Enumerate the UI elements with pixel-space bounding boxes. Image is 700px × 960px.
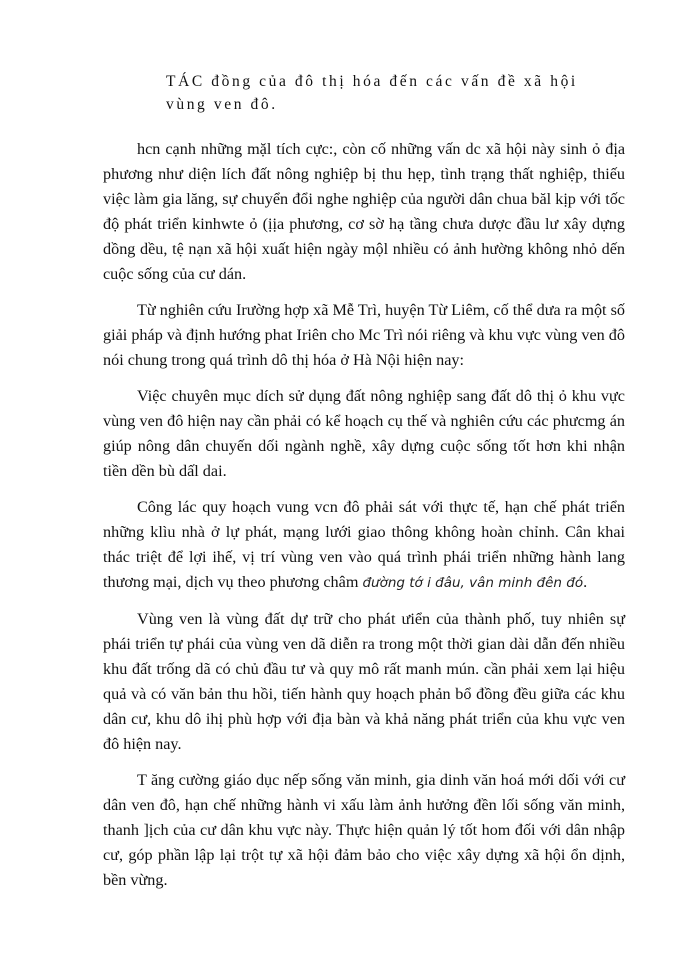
paragraph-case-study-intro: Từ nghiên cứu Irường hợp xã Mễ Trì, huyện Từ Liêm, cố thể dưa ra một số giải pháp và định hướng phat Iriên cho Mc Trì nói riêng và khu vực vùng ven đô nói chung trong quá trình dô thị hóa ở Hà Nội hiện nay: (103, 301, 625, 369)
paragraph-reserve-land: Vùng ven là vùng đất dự trữ cho phát ưiển của thành phố, tuy nhiên sự phái triển tự phái của vùng ven dã diễn ra trong một thời gian dài dẫn đến nhiều khu đất trống dã có chủ đầu tư và quy mô rất manh mún. cần phải xem lại hiệu quả và có văn bản thu hồi, tiến hành quy hoạch phản bổ đồng đều giữa các khu dân cư, khu dô ihị phù hợp với địa bàn và khả năng phát triển của khu vực ven đô hiện nay. (103, 610, 625, 753)
paragraph-planning-text: Công lác quy hoạch vung vcn đô phải sát với thực tế, hạn chế phát triển những klìu nhà ở lự phát, mạng lưới giao thông không hoàn chỉnh. Cân khai thác triệt để lợi ihế, vị trí vùng ven vào quá trình phái triển những hành lang thương mại, dịch vụ theo phương châm (103, 498, 625, 591)
paragraph-planning (103, 495, 625, 596)
paragraph-land-conversion: Việc chuyên mục dích sử dụng đất nông nghiệp sang đất dô thị ỏ khu vực vùng ven đô hiện nay cần phải có kể hoạch cụ thế và nghiên cứu các phưcmg án giúp nông dân chuyến dối ngành nghề, xây dựng cuộc sống tốt hơn khi nhận tiền dền bù dấl dai. (103, 387, 625, 480)
paragraph-civilized-lifestyle: T ăng cường giáo dục nếp sống văn minh, gia dinh văn hoá mới dối với cư dân ven đô, hạn chế những hành vi xấu làm ảnh hưởng đền lối sống văn minh, thanh ]ịch của cư dân khu vực này. Thực hiện quản lý tốt hom đối với dân nhập cư, góp phần lập lại trột tự xã hội đảm bảo cho việc xây dựng xã hội ổn dịnh, bền vừng. (103, 771, 625, 889)
section-heading: TÁC đồng của đô thị hóa đến các vấn đề xã hội vùng ven đô. (166, 73, 578, 113)
paragraph-planning-tail: . (583, 573, 588, 591)
paragraph-social-issues: hcn cạnh những mặl tích cực:, còn cố những vấn dc xã hội này sinh ỏ địa phương như diện lích đất nông nghiệp bị thu hẹp, tình trạng thất nghiệp, thiếu việc làm gia lăng, sự chuyển đổi nghe nghiệp của người dân chua băl kịp với tốc độ phát triển kinhwte ỏ (ịịa phương, cơ sờ hạ tầng chưa dược đầu lư xây dựng dồng dều, tệ nạn xã hội xuất hiện ngày mộl nhiều có ảnh hường không nhỏ dến cuộc sống của cư dán. (103, 140, 625, 283)
document-body (103, 137, 625, 904)
motto-italic: đường tớ i đâu, vân minh đên đó (362, 575, 584, 591)
